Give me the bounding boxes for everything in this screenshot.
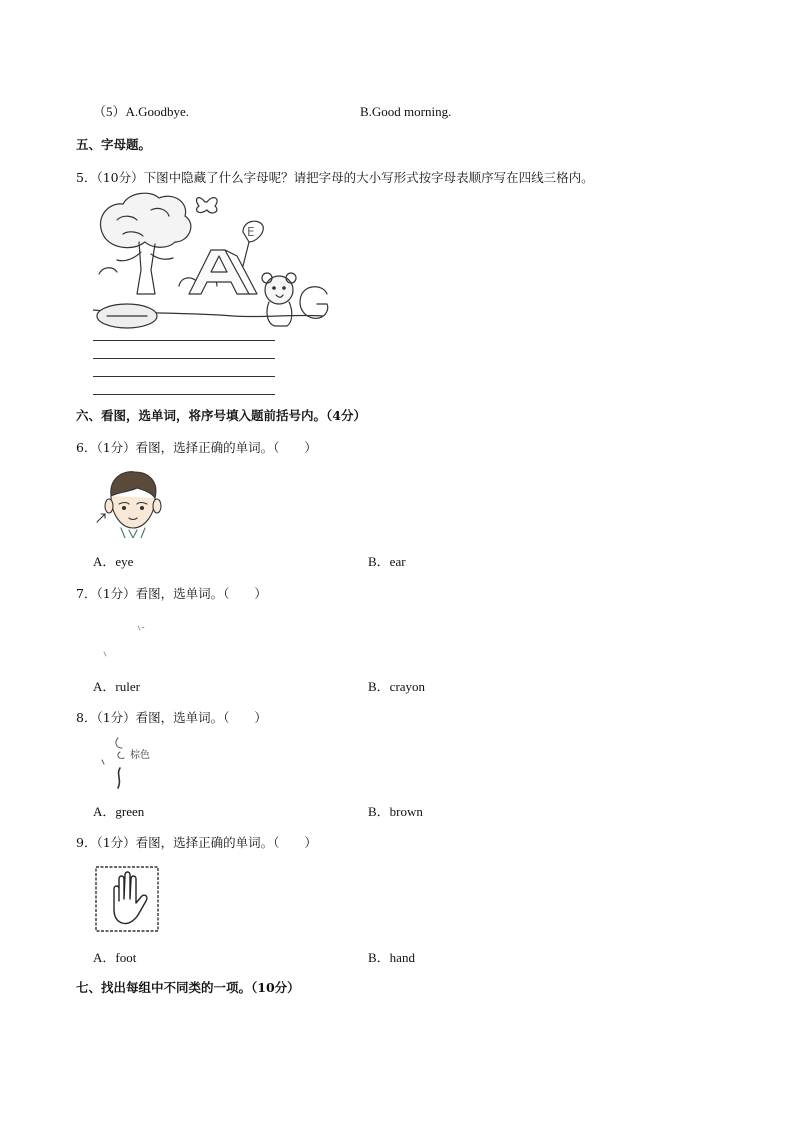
q4-item5-option-a: A.Goodbye. (125, 104, 190, 119)
svg-text:E: E (247, 225, 255, 239)
section-6-title: 六、看图，选单词，将序号填入题前括号内。（4分） (76, 408, 366, 423)
q4-item5-number: （5） (93, 104, 126, 119)
hidden-letters-scene-illustration (93, 190, 335, 330)
four-line-writing-grid[interactable] (93, 340, 275, 396)
q4-item5 (93, 104, 189, 120)
q6-option-b: B．ear (368, 554, 406, 569)
q4-item5-option-b: B.Good morning. (360, 104, 452, 119)
q8-image-label: 棕色 (130, 750, 150, 761)
q6-stem: 6．（1分）看图，选择正确的单词。（ ） (76, 440, 317, 455)
q7-option-b: B．crayon (368, 679, 426, 694)
q8-option-b: B．brown (368, 804, 423, 819)
q7-stem: 7．（1分）看图，选单词。（ ） (76, 586, 267, 601)
section-5-title: 五、字母题。 (76, 137, 152, 152)
q5-stem: 5．（10分）下图中隐藏了什么字母呢？请把字母的大小写形式按字母表顺序写在四线三格内。 (76, 170, 594, 185)
boy-face-ear-illustration (93, 468, 165, 538)
section-7-title: 七、找出每组中不同类的一项。（10分） (76, 980, 300, 995)
q9-option-b: B．hand (368, 950, 415, 965)
q9-stem: 9．（1分）看图，选择正确的单词。（ ） (76, 835, 317, 850)
q8-option-a: A．green (93, 804, 145, 819)
q8-stem: 8．（1分）看图，选单词。（ ） (76, 710, 267, 725)
hand-illustration (94, 865, 160, 933)
brown-crayon-illustration (98, 734, 134, 794)
q6-option-a: A．eye (93, 554, 134, 569)
q9-option-a: A．foot (93, 950, 137, 965)
q7-option-a: A．ruler (93, 679, 140, 694)
faint-crayon-illustration (100, 622, 160, 662)
